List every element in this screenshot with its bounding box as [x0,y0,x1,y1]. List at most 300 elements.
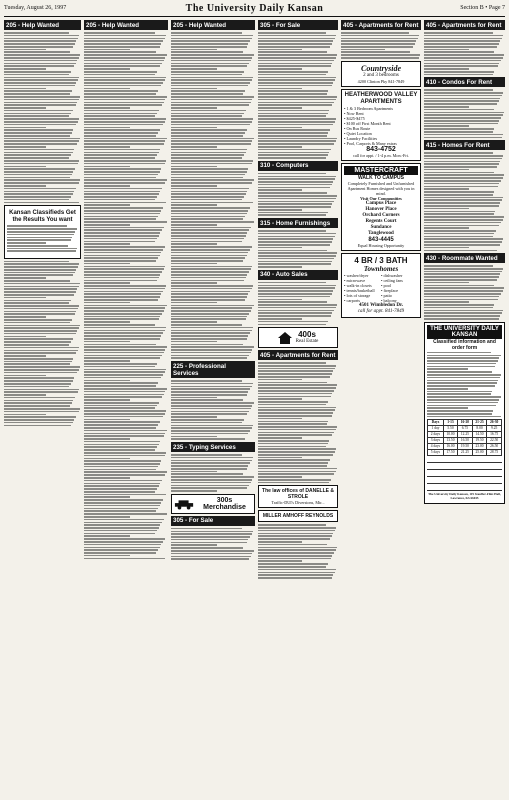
text-line [84,243,130,245]
text-line [4,171,73,173]
text-line [4,369,79,371]
text-line [171,216,245,218]
text-line [258,418,302,420]
text-line [171,232,247,234]
text-line [84,433,165,435]
text-line [171,293,248,295]
text-line [424,312,502,314]
text-line [84,299,158,301]
text-line [171,177,243,179]
text-line [84,104,162,106]
rates-cell: 25.00 [472,449,487,455]
text-line [84,480,162,482]
text-line [4,104,76,106]
text-line [4,411,79,413]
text-line [424,213,494,215]
text-line [84,544,161,546]
text-line [4,391,78,393]
text-line [341,38,418,40]
form-line[interactable] [427,457,502,463]
text-line [171,438,245,440]
text-line [7,231,75,233]
text-line [427,355,501,357]
text-line [424,123,498,125]
text-line [84,321,130,323]
text-line [171,249,250,251]
text-line [171,38,252,40]
text-line [258,88,302,90]
mastercraft-visit: Visit Our Communities [360,195,402,201]
text-line [4,60,77,62]
text-line [171,63,249,65]
text-line [4,344,69,346]
text-line [258,99,336,101]
text-line [424,222,501,224]
text-line [424,74,493,76]
text-line [424,230,496,232]
text-line [258,157,326,159]
classified-text [4,261,81,427]
text-line [84,541,163,543]
text-line [171,218,243,220]
text-line [171,79,252,81]
text-line [258,255,336,257]
text-line [84,288,165,290]
text-line [171,479,252,481]
text-line [4,166,46,168]
classified-text [424,89,505,138]
mastercraft-phone: 843-4445 [368,236,394,243]
text-line [258,65,331,67]
text-line [171,127,217,129]
text-line [258,71,328,73]
text-line [84,407,155,409]
text-line [4,65,74,67]
text-line [427,377,500,379]
text-line [424,35,503,37]
townhome-feature: • tennis/basketball [344,287,375,293]
text-line [427,399,499,401]
classified-text [258,32,338,159]
text-line [258,530,335,532]
text-line [258,577,332,579]
text-line [4,302,69,304]
text-line [84,127,130,129]
text-line [258,247,302,249]
text-line [4,297,46,299]
text-line [84,441,160,443]
heatherwood-list [344,106,418,146]
text-line [171,246,252,248]
text-line [4,85,75,87]
mastercraft-ad [341,163,421,251]
text-line [4,425,71,427]
text-line [258,373,332,375]
text-line [258,362,326,364]
text-line [4,397,75,399]
text-line [424,296,499,298]
text-line [258,552,334,554]
classified-text [171,454,255,492]
text-line [84,385,156,387]
text-line [171,355,249,357]
text-line [84,65,160,67]
text-line [84,410,166,412]
text-line [84,118,166,120]
text-line [171,528,242,530]
text-line [84,113,157,115]
townhome-feature: • carports [344,297,360,303]
text-line [424,293,501,295]
text-line [171,427,252,429]
text-line [171,321,217,323]
text-line [424,265,493,267]
text-line [258,379,302,381]
text-line [84,382,158,384]
text-line [4,179,80,181]
text-line [258,299,302,301]
text-line [171,277,246,279]
text-line [258,393,332,395]
text-line [171,57,252,59]
rates-cell: 4 days [428,443,444,449]
text-line [84,360,130,362]
text-line [171,93,243,95]
text-line [84,204,130,206]
law-office-title: The law offices of DANELLE & STROLE [262,488,334,501]
text-line [84,216,158,218]
text-line [171,462,250,464]
text-line [171,179,254,181]
rates-cell: 19.50 [472,437,487,443]
text-line [171,129,247,131]
rates-cell: 5.50 [443,425,457,431]
text-line [258,541,302,543]
form-line[interactable] [427,464,502,470]
text-line [171,397,217,399]
text-line [4,90,72,92]
text-line [84,221,167,223]
text-line [258,524,326,526]
text-line [84,330,165,332]
text-line [258,538,330,540]
text-line [84,316,160,318]
text-line [258,143,334,145]
text-line [84,143,164,145]
text-line [171,476,254,478]
text-line [341,57,419,59]
text-line [84,377,161,379]
text-line [4,193,73,195]
text-line [84,516,130,518]
text-line [424,166,497,168]
text-line [258,173,326,175]
text-line [258,132,328,134]
text-line [171,77,253,79]
text-line [84,458,130,460]
text-line [258,79,335,81]
text-line [171,416,217,418]
order-form-title: THE UNIVERSITY DAILY KANSAN [427,325,502,339]
text-line [4,389,79,391]
text-line [84,85,161,87]
text-line [4,333,76,335]
text-line [4,350,78,352]
text-line [171,547,243,549]
text-line [341,43,415,45]
heatherwood-item: • $100 off First Month Rent [344,120,391,126]
rates-header-cell: 26-30 [487,419,502,425]
form-line[interactable] [427,478,502,484]
text-line [4,405,70,407]
text-line [84,282,130,284]
text-line [424,194,493,196]
text-line [84,227,164,229]
text-line [258,547,337,549]
text-line [258,293,332,295]
text-line [7,245,68,247]
text-line [258,203,332,205]
text-line [84,40,163,42]
text-line [171,338,247,340]
text-line [258,468,337,470]
text-line [4,82,76,84]
text-line [4,422,73,424]
text-line [4,383,71,385]
text-line [4,311,76,313]
text-line [84,115,155,117]
text-line [84,152,159,154]
text-line [84,396,162,398]
rates-cell: 21.25 [458,449,473,455]
rates-cell: 12.25 [458,431,473,437]
miller-ad-title: MILLER AMHOFF REYNOLDS [262,513,334,520]
text-line [84,232,160,234]
text-line [258,407,336,409]
classified-text [258,230,338,268]
form-line[interactable] [427,471,502,477]
text-line [424,301,469,303]
text-line [84,179,167,181]
text-line [84,193,159,195]
text-line [424,32,493,34]
text-line [424,117,501,119]
text-line [84,494,166,496]
text-line [171,85,248,87]
text-line [258,192,327,194]
text-line [341,32,409,34]
section-heading-home-furnishings: 315 - Home Furnishings [258,218,338,228]
townhome-feature: • microwave [344,277,366,283]
text-line [171,102,251,104]
text-line [84,138,167,140]
rates-cell: 13.50 [443,437,457,443]
order-form [424,322,505,505]
text-line [4,135,70,137]
text-line [171,316,247,318]
text-line [4,110,73,112]
text-line [4,283,80,285]
text-line [258,544,327,546]
section-heading-homes: 415 - Homes For Rent [424,140,505,150]
text-line [258,384,337,386]
text-line [84,427,156,429]
text-line [427,416,501,418]
text-line [84,341,130,343]
text-line [258,446,326,448]
text-line [84,157,155,159]
text-line [84,110,159,112]
text-line [258,321,328,323]
text-line [258,93,327,95]
rates-cell: 6.75 [458,425,473,431]
text-line [171,266,252,268]
text-line [427,368,468,370]
text-line [171,305,254,307]
text-line [84,444,159,446]
heatherwood-phone: 843-4752 [366,145,396,153]
text-line [171,188,249,190]
text-line [84,318,159,320]
text-line [4,263,79,265]
text-line [4,129,73,131]
text-line [84,549,158,551]
text-line [424,152,493,154]
text-line [258,558,331,560]
text-line [84,499,163,501]
text-line [4,163,78,165]
text-line [4,300,71,302]
text-line [424,285,494,287]
text-line [424,211,495,213]
text-line [424,131,493,133]
text-line [7,237,72,239]
classified-text [171,32,255,359]
text-line [424,250,497,252]
townhome-feature: • patio [381,292,392,298]
text-line [4,294,74,296]
text-line [84,68,130,70]
text-line [84,88,130,90]
text-line [258,149,331,151]
form-line[interactable] [427,485,502,491]
text-line [4,363,70,365]
text-line [171,471,217,473]
text-line [424,318,499,320]
rates-cell: 2 days [428,431,444,437]
text-line [427,402,498,404]
rates-cell: 22.50 [487,437,502,443]
text-line [4,288,77,290]
text-line [427,371,492,373]
text-line [258,282,326,284]
text-line [171,341,217,343]
text-line [171,408,251,410]
text-line [171,394,247,396]
text-line [258,415,332,417]
text-line [171,65,247,67]
text-line [171,436,217,438]
text-line [424,183,499,185]
text-line [4,269,76,271]
text-line [424,238,503,240]
text-line [171,380,242,382]
text-line [4,266,78,268]
text-line [427,360,498,362]
text-line [171,330,252,332]
text-line [258,290,333,292]
text-line [4,341,71,343]
text-line [84,446,157,448]
text-line [4,63,76,65]
text-line [424,155,503,157]
section-heading-auto-sales: 340 - Auto Sales [258,270,338,280]
text-line [424,276,499,278]
text-line [171,191,247,193]
text-line [341,49,385,51]
text-line [171,487,247,489]
text-line [424,287,504,289]
text-line [171,255,247,257]
text-line [171,90,245,92]
text-line [171,383,253,385]
text-line [258,482,329,484]
text-line [84,255,160,257]
text-line [424,65,498,67]
text-line [424,106,469,108]
rates-cell: 9.25 [487,425,502,431]
rates-header-cell: 21-25 [472,419,487,425]
text-line [171,388,250,390]
text-line [84,366,155,368]
text-line [4,199,69,201]
text-line [4,88,46,90]
text-line [4,325,80,327]
text-line [4,79,78,81]
text-line [258,429,336,431]
heatherwood-item: • Laundry Facilities [344,135,378,141]
text-line [171,193,246,195]
text-line [84,533,155,535]
text-line [171,419,244,421]
text-line [4,202,79,204]
text-line [84,224,130,226]
text-line [341,40,416,42]
text-line [4,277,46,279]
text-line [424,128,494,130]
heatherwood-item: • Quiet Location [344,130,372,136]
text-line [258,102,334,104]
text-line [258,471,336,473]
text-line [84,527,159,529]
townhome-address: 4501 Wimbledon Dr. [359,302,403,308]
text-line [84,60,164,62]
text-line [424,236,493,238]
text-line [171,243,217,245]
text-line [171,118,253,120]
text-line [171,482,251,484]
text-line [258,465,327,467]
text-line [171,221,254,223]
text-line [171,166,217,168]
text-line [171,405,252,407]
text-line [341,46,413,48]
text-line [84,558,165,560]
text-line [171,124,250,126]
text-line [84,168,161,170]
text-line [171,207,250,209]
classified-text [4,32,81,203]
